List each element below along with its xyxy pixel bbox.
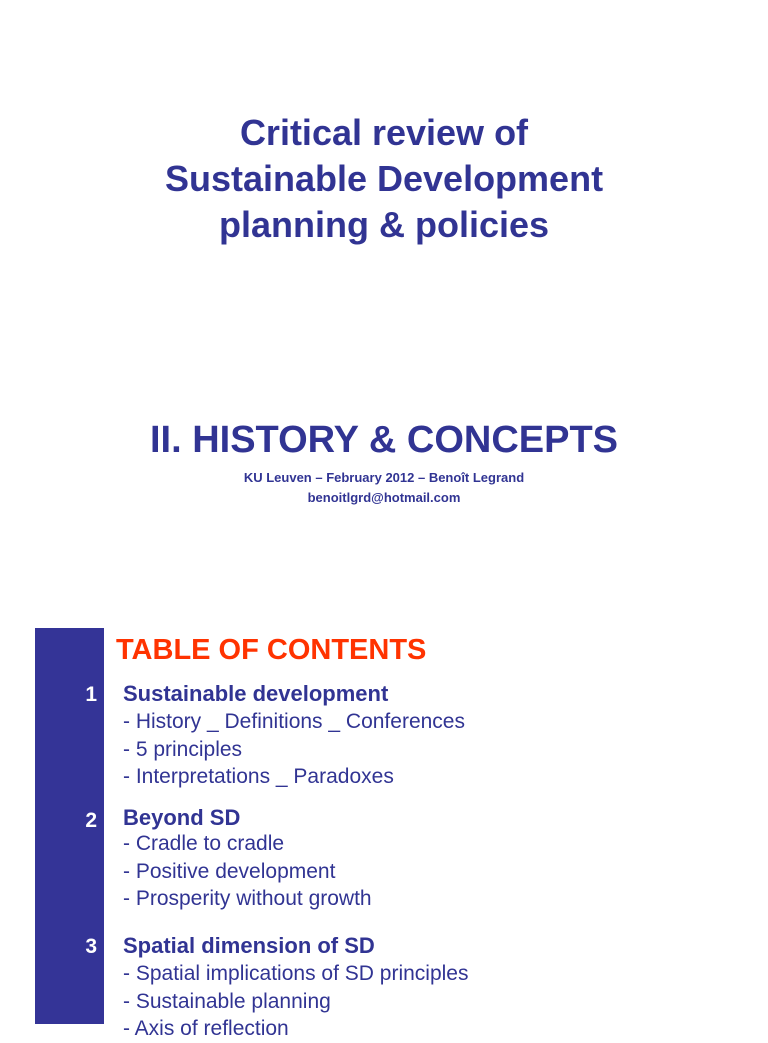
toc-section-1: [123, 680, 465, 791]
toc-section-heading: Sustainable development: [123, 681, 389, 706]
toc-section-number-1: 1: [85, 683, 97, 706]
toc-item: - 5 principles: [123, 737, 243, 761]
toc-item: - Interpretations _ Paradoxes: [123, 765, 394, 788]
section-heading: II. HISTORY & CONCEPTS: [149, 419, 619, 461]
toc-item: - Cradle to cradle: [123, 832, 285, 855]
slide-title: [0, 110, 768, 248]
toc-section-3: [123, 932, 468, 1043]
title-line-1: Critical review of: [239, 112, 529, 153]
toc-item: - Sustainable planning: [123, 989, 331, 1013]
author-date-line: KU Leuven – February 2012 – Benoît Legrand: [243, 470, 525, 485]
toc-title: TABLE OF CONTENTS: [116, 634, 427, 666]
toc-section-number-2: 2: [85, 809, 97, 832]
title-line-2: Sustainable Development: [164, 158, 604, 199]
toc-item: - Spatial implications of SD principles: [123, 962, 469, 985]
toc-section-number-3: 3: [85, 935, 97, 958]
toc-item: - History _ Definitions _ Conferences: [123, 710, 465, 733]
toc-item: - Axis of reflection: [123, 1017, 289, 1040]
author-email: benoitlgrd@hotmail.com: [307, 490, 461, 505]
toc-section-heading: Beyond SD: [123, 805, 241, 830]
toc-item: - Prosperity without growth: [123, 887, 372, 910]
toc-item: - Positive development: [123, 859, 336, 883]
toc-section-heading: Spatial dimension of SD: [123, 933, 375, 958]
title-line-3: planning & policies: [218, 204, 550, 245]
toc-section-2: [123, 806, 372, 913]
